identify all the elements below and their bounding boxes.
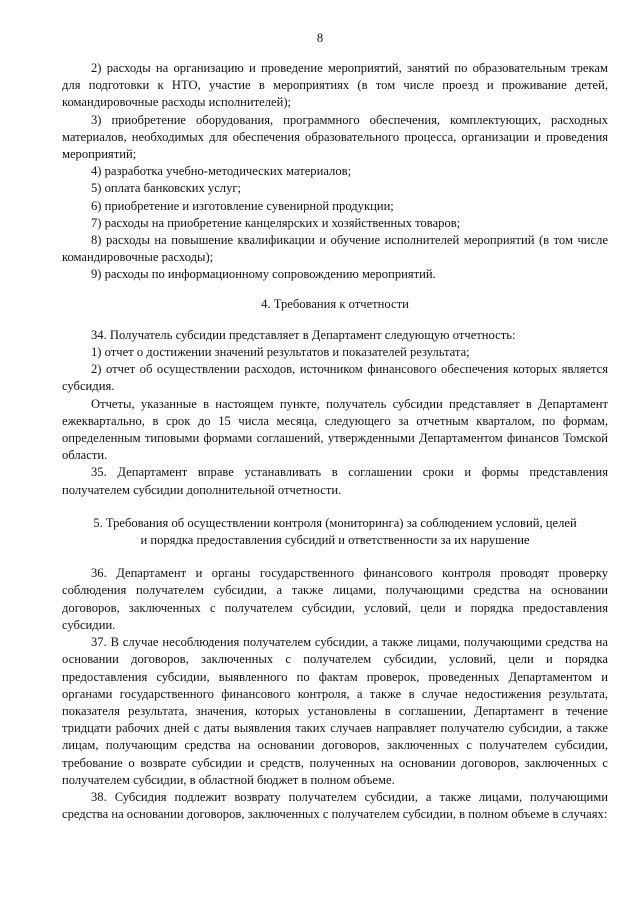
list-item-expense-2: 2) расходы на организацию и проведение мероприятий, занятий по образовательным трекам для подготовки к НТО, участие в мероприятиях (в том числе проезд и проживание детей, командировочные расходы исполнителей); — [62, 61, 608, 110]
paragraph-38: 38. Субсидия подлежит возврату получателем субсидии, а также лицами, получающими средства на основании договоров, заключенных с получателем субсидии, в полном объеме в случаях: — [62, 789, 608, 822]
section-5-heading — [62, 515, 608, 549]
list-item-report-1: 1) отчет о достижении значений результатов и показателей результата; — [91, 345, 470, 360]
page-number: 8 — [316, 31, 324, 45]
section-5-heading-line-1: 5. Требования об осуществлении контроля (мониторинга) за соблюдением условий, целей — [93, 515, 577, 530]
list-item-expense-3: 3) приобретение оборудования, программного обеспечения, комплектующих, расходных материалов, необходимых для обеспечения образовательного процесса, организации и проведения мероприятий; — [62, 112, 608, 162]
list-item-expense-9: 9) расходы по информационному сопровождению мероприятий. — [91, 267, 436, 282]
paragraph-37: 37. В случае несоблюдения получателем субсидии, а также лицами, получающими средства на основании договоров, заключенных с получателем субсидии, условий, цели и порядка предоставления субсидии, выявленного по фактам проверок, проведенных Департаментом и органами государственного финансового контроля, а также в случае недостижения результата, показателя результата, значения, которых установлены в соглашении, Департамент в течение тридцати рабочих дней с даты выявления таких случаев направляет получателю субсидии, а также лицам, получающим средства на основании договоров, заключенных с получателем субсидии, требование о возврате субсидии и средств, полученных на основании договоров, заключенных с получателем субсидии, в областной бюджет в полном объеме. — [62, 635, 608, 787]
list-item-expense-8: 8) расходы на повышение квалификации и обучение исполнителей мероприятий (в том числе командировочные расходы); — [62, 233, 608, 265]
document-body — [62, 60, 608, 823]
list-item-expense-7: 7) расходы на приобретение канцелярских и хозяйственных товаров; — [91, 215, 461, 230]
list-item-report-2: 2) отчет об осуществлении расходов, источником финансового обеспечения которых является субсидия. — [62, 362, 608, 394]
list-item-expense-6: 6) приобретение и изготовление сувенирной продукции; — [91, 198, 394, 213]
section-5-heading-line-2: и порядка предоставления субсидий и ответственности за их нарушение — [140, 533, 530, 548]
paragraph-34: 34. Получатель субсидии представляет в Департамент следующую отчетность: — [91, 327, 516, 342]
list-item-expense-5: 5) оплата банковских услуг; — [91, 181, 242, 196]
paragraph-36: 36. Департамент и органы государственного финансового контроля проводят проверку соблюдения получателем субсидии, а также лицами, получающими средства на основании договоров, заключенных с получателем субсидии, условий, цели и порядка предоставления субсидии. — [62, 566, 608, 632]
section-4-heading: 4. Требования к отчетности — [261, 296, 409, 311]
list-item-expense-4: 4) разработка учебно-методических материалов; — [91, 164, 352, 179]
paragraph-35: 35. Департамент вправе устанавливать в соглашении сроки и формы представления получателем субсидии дополнительной отчетности. — [62, 465, 608, 497]
paragraph-reports-deadline: Отчеты, указанные в настоящем пункте, получатель субсидии представляет в Департамент ежеквартально, в срок до 15 числа месяца, следующего за отчетным кварталом, по формам, определенным типовыми формами соглашений, утвержденными Департаментом финансов Томской области. — [62, 396, 608, 463]
